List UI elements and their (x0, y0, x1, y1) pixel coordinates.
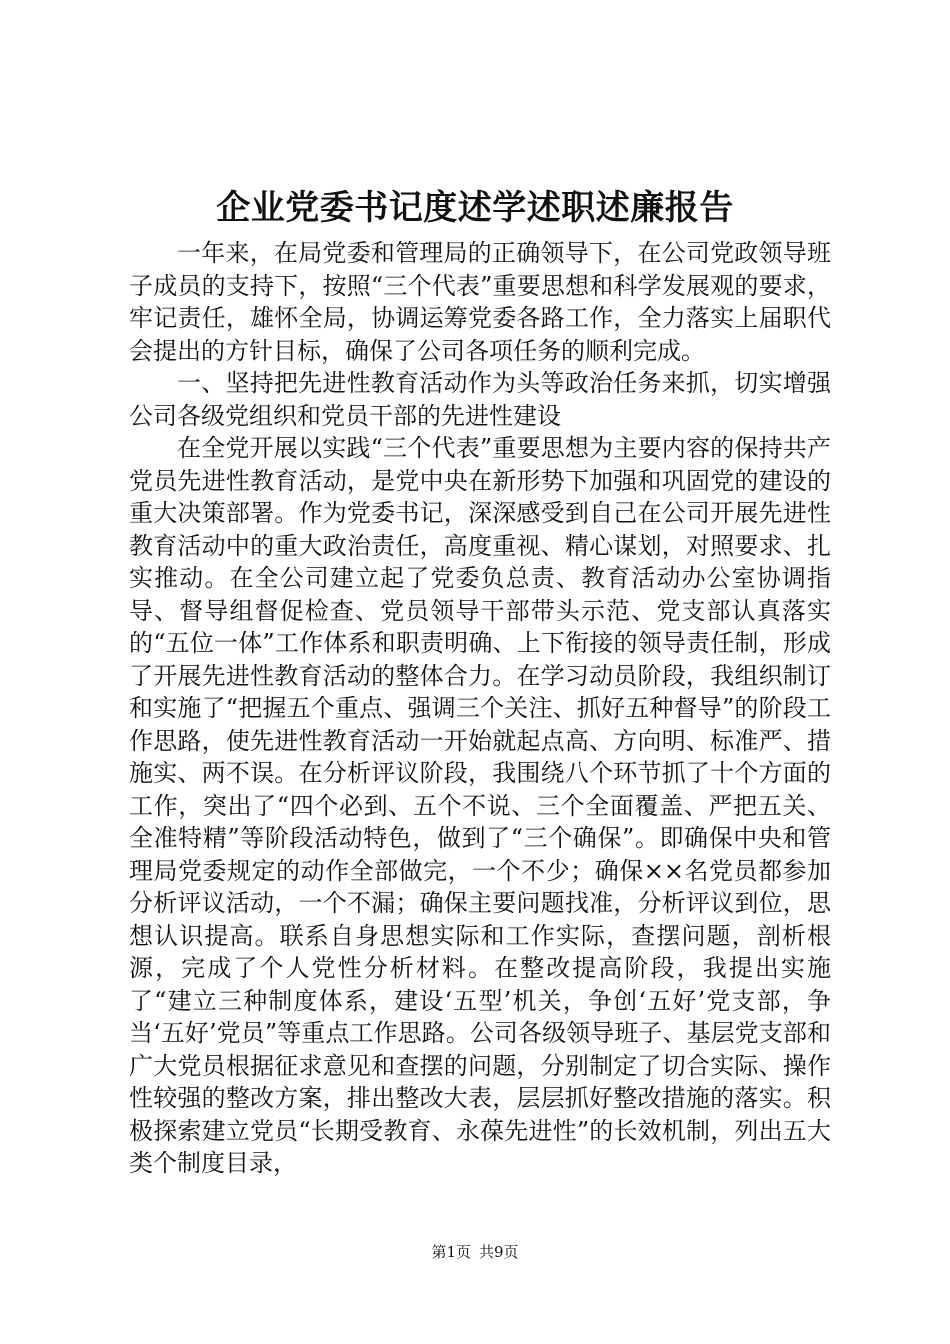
paragraph-main: 在全党开展以实践“三个代表”重要思想为主要内容的保持共产党员先进性教育活动，是党中央在新形势下加强和巩固党的建设的重大决策部署。作为党委书记，深深感受到自己在公司开展先进性教育活动中的重大政治责任，高度重视、精心谋划，对照要求、扎实推动。在全公司建立起了党委负总责、教育活动办公室协调指导、督导组督促检查、党员领导干部带头示范、党支部认真落实的“五位一体”工作体系和职责明确、上下衔接的领导责任制，形成了开展先进性教育活动的整体合力。在学习动员阶段，我组织制订和实施了“把握五个重点、强调三个关注、抓好五种督导”的阶段工作思路，使先进性教育活动一开始就起点高、方向明、标准严、措施实、两不误。在分析评议阶段，我围绕八个环节抓了十个方面的工作，突出了“四个必到、五个不说、三个全面覆盖、严把五关、全准特精”等阶段活动特色，做到了“三个确保”。即确保中央和管理局党委规定的动作全部做完，一个不少；确保××名党员都参加分析评议活动，一个不漏；确保主要问题找准，分析评议到位，思想认识提高。联系自身思想实际和工作实际，查摆问题，剖析根源，完成了个人党性分析材料。在整改提高阶段，我提出实施了“建立三种制度体系，建设‘五型’机关，争创‘五好’党支部，争当‘五好’党员”等重点工作思路。公司各级领导班子、基层党支部和广大党员根据征求意见和查摆的问题，分别制定了切合实际、操作性较强的整改方案，排出整改大表，层层抓好整改措施的落实。积极探索建立党员“长期受教育、永葆先进性”的长效机制，列出五大类个制度目录， (129, 434, 831, 1177)
page-footer (0, 1240, 950, 1264)
paragraph-intro: 一年来，在局党委和管理局的正确领导下，在公司党政领导班子成员的支持下，按照“三个代表”重要思想和科学发展观的要求，牢记责任，雄怀全局，协调运筹党委各路工作，全力落实上届职代会提出的方针目标，确保了公司各项任务的顺利完成。 (129, 239, 831, 365)
document-title: 企业党委书记度述学述职述廉报告 (216, 188, 734, 228)
page-total: 共9页 (479, 1243, 519, 1261)
paragraph-section-heading: 一、坚持把先进性教育活动作为头等政治任务来抓，切实增强公司各级党组织和党员干部的先进性建设 (129, 369, 831, 430)
document-body (129, 237, 831, 1180)
page-number: 第1页 (431, 1243, 471, 1261)
